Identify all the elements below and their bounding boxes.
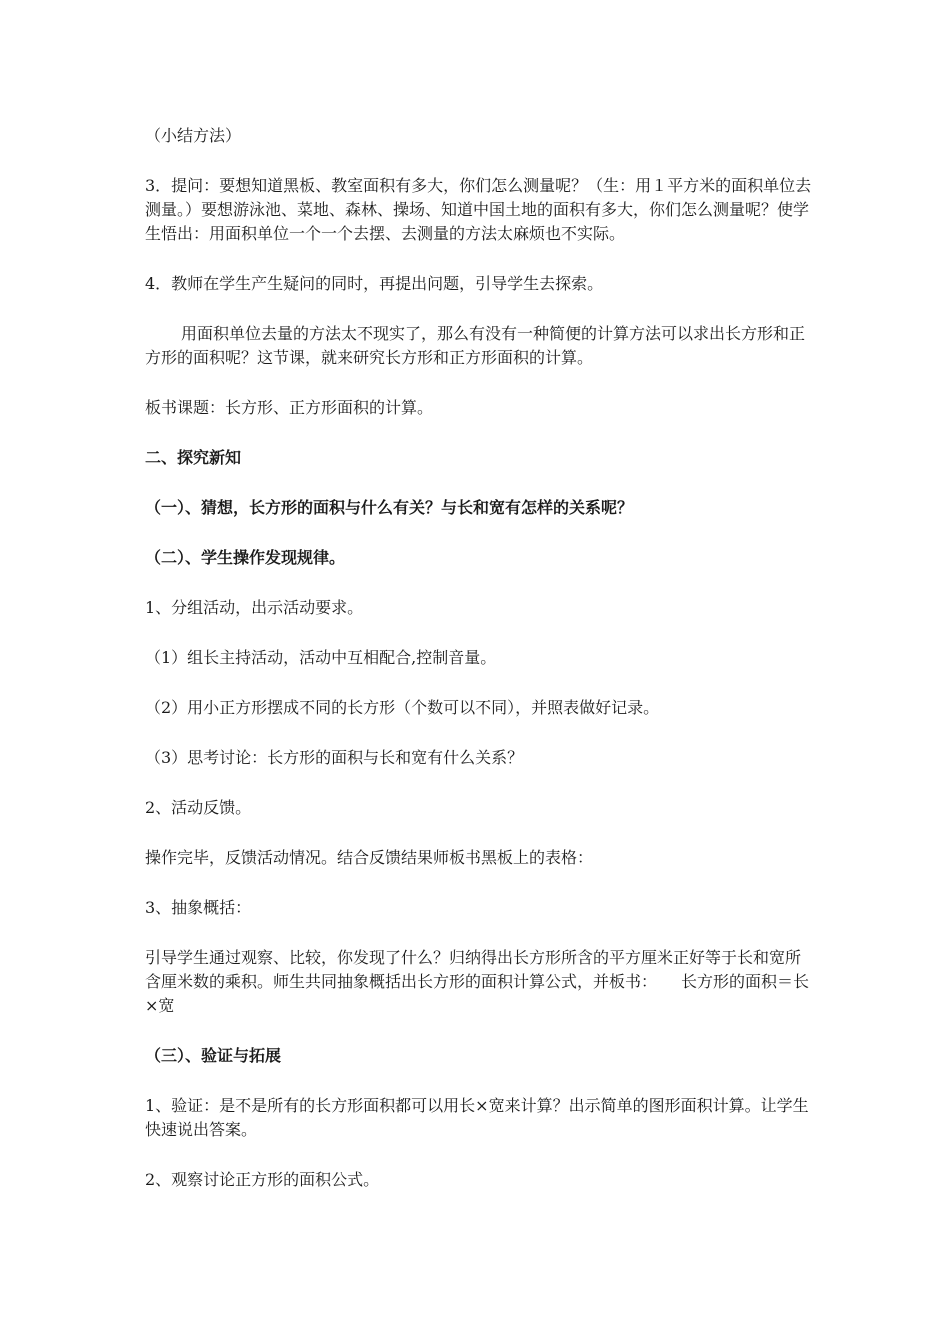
paragraph-requirement-2: （2）用小正方形摆成不同的长方形（个数可以不同），并照表做好记录。 (145, 698, 660, 717)
paragraph-board-title: 板书课题：长方形、正方形面积的计算。 (145, 398, 434, 417)
paragraph-step-4: 4．教师在学生产生疑问的同时，再提出问题，引导学生去探索。 (145, 274, 604, 293)
paragraph-abstract-summary: 3、抽象概括： (145, 898, 252, 917)
heading-verify-extend: （三）、验证与拓展 (145, 1046, 282, 1065)
paragraph-requirement-3: （3）思考讨论：长方形的面积与长和宽有什么关系？ (145, 748, 524, 767)
paragraph-feedback-detail: 操作完毕，反馈活动情况。结合反馈结果师板书黑板上的表格： (145, 848, 594, 867)
paragraph-activity-feedback: 2、活动反馈。 (145, 798, 252, 817)
paragraph-square-formula: 2、观察讨论正方形的面积公式。 (145, 1170, 380, 1189)
paragraph-summary-method: （小结方法） (145, 126, 242, 145)
paragraph-group-activity: 1、分组活动，出示活动要求。 (145, 598, 364, 617)
paragraph-formula-derivation: 引导学生通过观察、比较，你发现了什么？归纳得出长方形所含的平方厘米正好等于长和宽所含厘米数的乘积。师生共同抽象概括出长方形的面积计算公式，并板书： 长方形的面积＝长×宽 (145, 948, 810, 1015)
paragraph-requirement-1: （1）组长主持活动，活动中互相配合,控制音量。 (145, 648, 497, 667)
heading-explore-new-knowledge: 二、探究新知 (145, 448, 242, 467)
heading-guess: （一）、猜想，长方形的面积与什么有关？与长和宽有怎样的关系呢？ (145, 498, 634, 517)
document-page (145, 118, 815, 1192)
paragraph-verify: 1、验证：是不是所有的长方形面积都可以用长×宽来计算？出示简单的图形面积计算。让学生快速说出答案。 (145, 1096, 809, 1139)
paragraph-question-3: 3．提问：要想知道黑板、教室面积有多大，你们怎么测量呢？（生：用１平方米的面积单位去测量。）要想游泳池、菜地、森林、操场、知道中国土地的面积有多大，你们怎么测量呢？使学生悟出：用面积单位一个一个去摆、去测量的方法太麻烦也不实际。 (145, 176, 812, 243)
paragraph-intro-calculation: 用面积单位去量的方法太不现实了，那么有没有一种简便的计算方法可以求出长方形和正方形的面积呢？这节课，就来研究长方形和正方形面积的计算。 (145, 324, 806, 367)
heading-student-operation: （二）、学生操作发现规律。 (145, 548, 346, 567)
